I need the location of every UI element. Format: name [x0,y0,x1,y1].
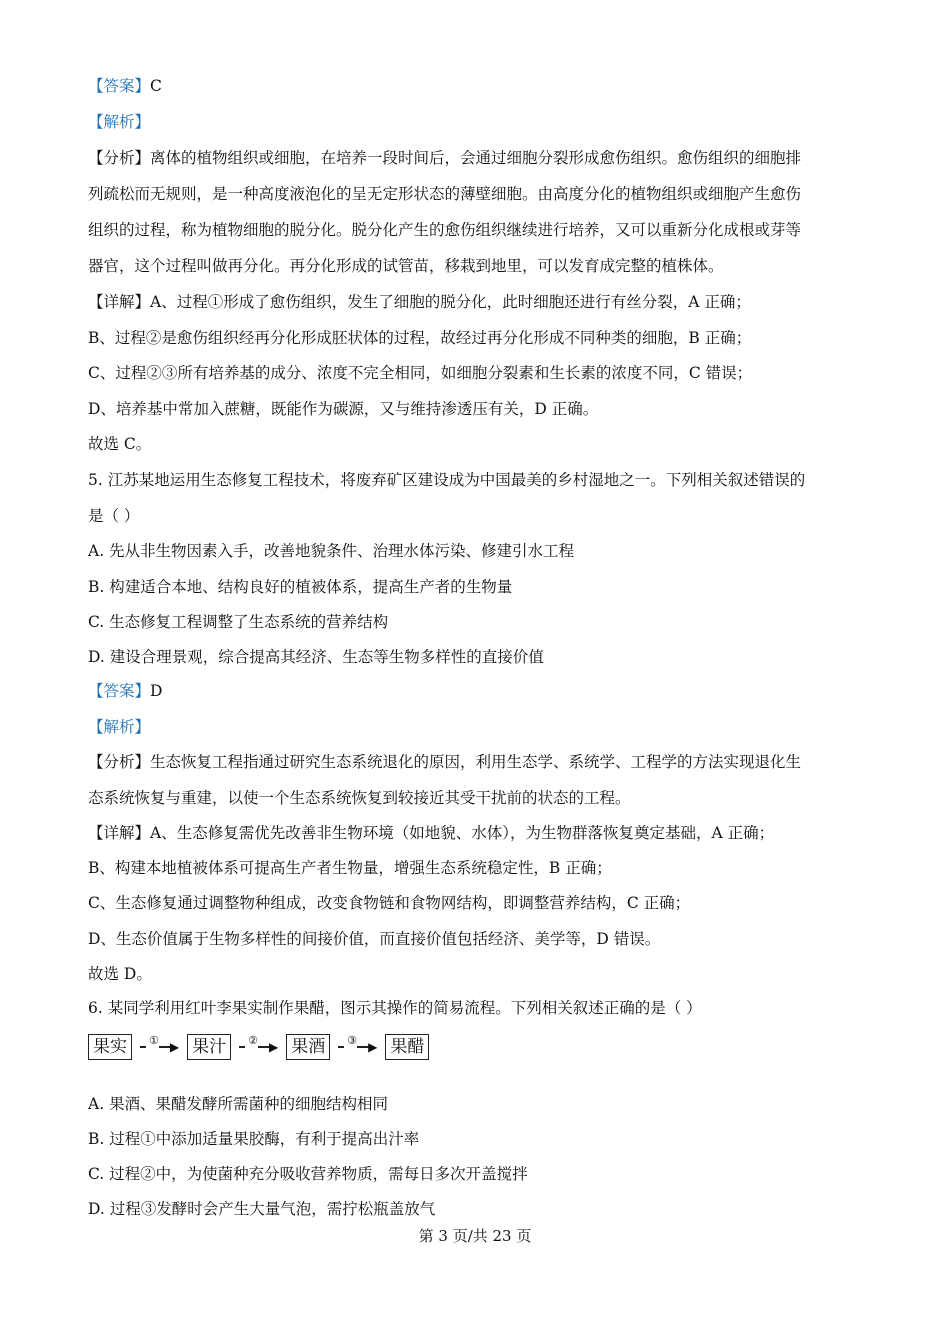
xiangjie-tag: 【详解】 [88,293,151,311]
step-label-1: ① [149,1033,159,1047]
process-flow-diagram [88,1033,429,1061]
answer-value: D [150,682,163,700]
q5-xiangjie-line-4: D、生态价值属于生物多样性的间接价值，而直接价值包括经济、美学等，D 错误。 [88,930,661,948]
q4-answer-line [88,74,862,98]
flow-arrow-1 [140,1033,180,1054]
q4-fenxi-line-4: 器官，这个过程叫做再分化。再分化形成的试管苗，移栽到地里，可以发育成完整的植株体。 [88,257,724,275]
q4-xiangjie-line-2: B、过程②是愈伤组织经再分化形成胚状体的过程，故经过再分化形成不同种类的细胞，B 正确； [88,329,752,347]
flow-box-fruit: 果实 [88,1034,132,1060]
q6-option-c: C. 过程②中，为使菌种充分吸收营养物质，需每日多次开盖搅拌 [88,1165,528,1183]
q5-stem-line-1: 5. 江苏某地运用生态修复工程技术，将废弃矿区建设成为中国最美的乡村湿地之一。下列相关叙述错误的 [88,471,806,489]
flow-box-vinegar: 果醋 [385,1034,429,1060]
xiangjie-tag: 【详解】 [88,824,151,842]
q4-fenxi-line-1 [88,146,862,170]
analysis-tag: 【解析】 [88,718,151,736]
q6-option-b: B. 过程①中添加适量果胶酶，有利于提高出汁率 [88,1130,420,1148]
q5-xiangjie-line-1 [88,821,862,845]
flow-box-juice: 果汁 [187,1034,231,1060]
q5-option-a: A. 先从非生物因素入手，改善地貌条件、治理水体污染、修建引水工程 [88,542,575,560]
q5-analysis-heading [88,715,862,739]
q5-fenxi-line-2: 态系统恢复与重建，以使一个生态系统恢复到较接近其受干扰前的状态的工程。 [88,789,631,807]
page-number-footer: 第 3 页/共 23 页 [418,1227,532,1245]
fenxi-text: 离体的植物组织或细胞，在培养一段时间后，会通过细胞分裂形成愈伤组织。愈伤组织的细胞排 [150,149,802,167]
xiangjie-text: A、生态修复需优先改善非生物环境（如地貌、水体），为生物群落恢复奠定基础，A 正确； [150,824,775,842]
q5-option-c: C. 生态修复工程调整了生态系统的营养结构 [88,613,389,631]
q5-xiangjie-line-2: B、构建本地植被体系可提高生产者生物量，增强生态系统稳定性，B 正确； [88,859,612,877]
xiangjie-text: A、过程①形成了愈伤组织，发生了细胞的脱分化，此时细胞还进行有丝分裂，A 正确； [150,293,751,311]
fenxi-tag: 【分析】 [88,753,151,771]
fenxi-tag: 【分析】 [88,149,151,167]
q4-conclusion: 故选 C。 [88,435,152,453]
q5-conclusion: 故选 D。 [88,965,152,983]
answer-value: C [150,77,162,95]
flow-arrow-2 [239,1033,279,1054]
q5-option-b: B. 构建适合本地、结构良好的植被体系，提高生产者的生物量 [88,578,513,596]
q5-answer-line [88,679,862,703]
flow-box-wine: 果酒 [286,1034,330,1060]
arrow-head-icon: ▶ [169,1040,180,1054]
q5-xiangjie-line-3: C、生态修复通过调整物种组成，改变食物链和食物网结构，即调整营养结构，C 正确； [88,894,691,912]
arrow-head-icon: ▶ [268,1040,279,1054]
q4-analysis-heading [88,110,862,134]
q5-fenxi-line-1 [88,750,862,774]
step-label-2: ② [248,1033,258,1047]
q6-option-d: D. 过程③发酵时会产生大量气泡，需拧松瓶盖放气 [88,1200,436,1218]
answer-tag: 【答案】 [88,682,151,700]
q4-fenxi-line-3: 组织的过程，称为植物细胞的脱分化。脱分化产生的愈伤组织继续进行培养，又可以重新分化成根或芽等 [88,221,802,239]
q4-xiangjie-line-4: D、培养基中常加入蔗糖，既能作为碳源，又与维持渗透压有关，D 正确。 [88,400,599,418]
q4-fenxi-line-2: 列疏松而无规则，是一种高度液泡化的呈无定形状态的薄壁细胞。由高度分化的植物组织或细胞产生愈伤 [88,185,802,203]
q6-option-a: A. 果酒、果醋发酵所需菌种的细胞结构相同 [88,1095,389,1113]
q6-stem: 6. 某同学利用红叶李果实制作果醋，图示其操作的简易流程。下列相关叙述正确的是（ ） [88,999,702,1017]
flow-arrow-3 [338,1033,378,1054]
q5-stem-line-2: 是（ ） [88,507,140,525]
answer-tag: 【答案】 [88,77,151,95]
arrow-head-icon: ▶ [368,1040,378,1054]
q5-option-d: D. 建设合理景观，综合提高其经济、生态等生物多样性的直接价值 [88,648,544,666]
q4-xiangjie-line-3: C、过程②③所有培养基的成分、浓度不完全相同，如细胞分裂素和生长素的浓度不同，C 错误； [88,364,753,382]
fenxi-text: 生态恢复工程指通过研究生态系统退化的原因，利用生态学、系统学、工程学的方法实现退化生 [150,753,802,771]
analysis-tag: 【解析】 [88,113,151,131]
step-label-3: ③ [347,1033,358,1047]
q4-xiangjie-line-1 [88,290,862,314]
